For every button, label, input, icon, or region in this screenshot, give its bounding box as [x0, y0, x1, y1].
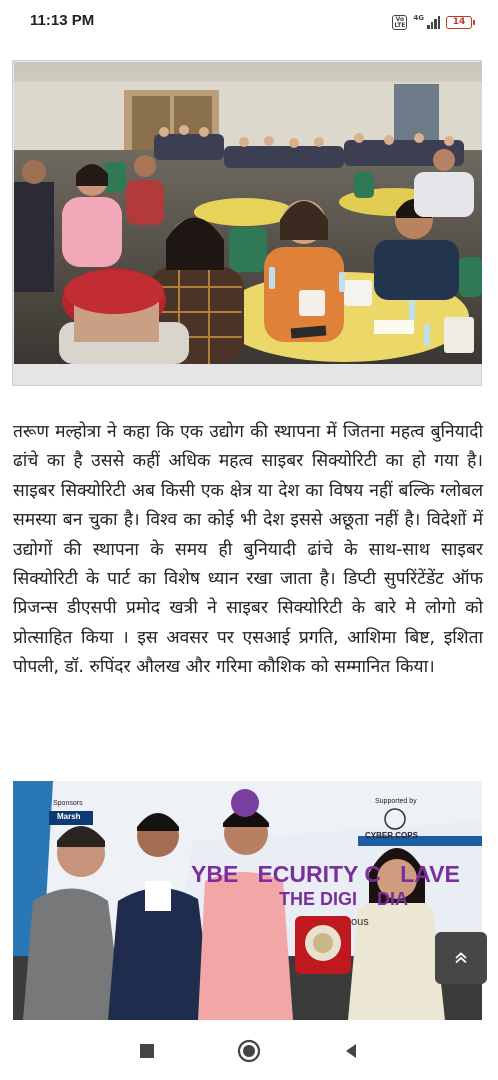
banner-supported-by: Supported by	[375, 798, 417, 805]
article-image-1-frame	[12, 60, 482, 386]
banner-cyber-cops: CYBER COPS	[365, 831, 418, 840]
battery-icon: 14	[446, 16, 472, 29]
home-button[interactable]	[237, 1039, 261, 1063]
triangle-back-icon	[342, 1042, 360, 1060]
article-image-2	[13, 781, 482, 1020]
system-navigation-bar	[0, 1022, 498, 1080]
signal-icon	[413, 15, 440, 29]
award-ceremony-photo	[13, 781, 482, 1020]
banner-subtext: ous	[351, 916, 369, 928]
square-icon	[140, 1044, 154, 1058]
banner-headline-2: THE DIGI DIA	[279, 889, 409, 909]
article-image-1	[14, 62, 482, 364]
volte-icon: Vo LTE	[394, 15, 406, 29]
back-button[interactable]	[339, 1039, 363, 1063]
banner-headline-1: YBE ECURITY C LAVE	[191, 861, 460, 887]
banner-sponsor-marsh: Marsh	[57, 812, 81, 821]
banner-sponsors-label: Sponsors	[53, 800, 83, 807]
circle-icon	[237, 1039, 261, 1063]
scroll-to-top-button[interactable]	[435, 932, 487, 984]
network-type: 4G	[413, 14, 424, 22]
status-icons	[392, 13, 472, 31]
chevron-up-icon	[452, 949, 470, 967]
status-bar	[0, 0, 498, 46]
seminar-audience-photo	[14, 62, 482, 364]
recents-button[interactable]	[135, 1039, 159, 1063]
status-time: 11:13 PM	[30, 12, 95, 29]
article-paragraph: तरूण मल्होत्रा ने कहा कि एक उद्योग की स्थापना में जितना महत्व बुनियादी ढांचे का है उससे कहीं अधिक महत्व साइबर सिक्योरिटी का हो गया है। साइबर सिक्योरिटी अब किसी एक क्षेत्र या देश का विषय नहीं बल्कि ग्लोबल समस्या बन चुका है। विश्व का कोई भी देश इससे अछूता नहीं है। विदेशों में उद्योगों की स्थापना के समय ही बुनियादी ढांचे के साथ-साथ साइबर सिक्योरिटी के पार्ट का विशेष ध्यान रखा जाता है। डिप्टी सुपरिंटेंडेंट ऑफ प्रिजन्स डीएसपी प्रमोद खत्री ने साइबर सिक्योरिटी के बारे मे लोगो को प्रोत्साहित किया । इस अवसर पर एसआई प्रगति, आशिमा बिष्ट, इशिता पोपली, डॉ. रुपिंदर औलख और गरिमा कौशिक को सम्मानित किया।	[13, 422, 483, 678]
